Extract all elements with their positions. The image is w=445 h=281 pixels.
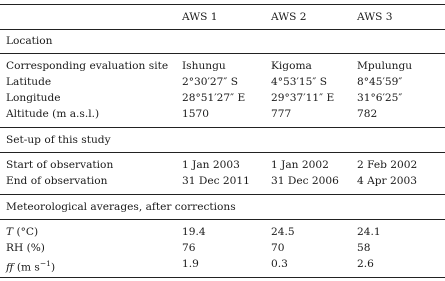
cell-aws1: 1.9: [182, 258, 199, 270]
cell-aws2: 70: [271, 242, 285, 254]
meteo-top-rule: [0, 194, 445, 195]
row-label: [6, 256, 55, 276]
cell-aws3: 4 Apr 2003: [357, 175, 417, 187]
cell-aws2: 24.5: [271, 226, 295, 238]
cell-aws3: Mpulungu: [357, 60, 413, 72]
table-row: [0, 256, 445, 272]
cell-aws2: 29°37′11″ E: [271, 92, 335, 104]
label-unit: (°C): [13, 226, 39, 238]
cell-aws2: Kigoma: [271, 60, 312, 72]
cell-aws3: 8°45′59″: [357, 76, 403, 88]
symbol-temperature: T: [6, 226, 14, 238]
cell-aws1: 28°51′27″ E: [182, 92, 246, 104]
cell-aws2: 0.3: [271, 258, 288, 270]
row-label: RH (%): [6, 242, 45, 254]
header-aws2: AWS 2: [271, 11, 307, 23]
header-aws1: AWS 1: [182, 11, 218, 23]
row-label: Start of observation: [6, 159, 114, 171]
section-setup-title: Set-up of this study: [6, 134, 111, 146]
cell-aws2: 31 Dec 2006: [271, 175, 339, 187]
label-unit: (m s: [13, 261, 40, 274]
cell-aws3: 2.6: [357, 258, 374, 270]
table-row: [0, 240, 445, 256]
table-row: [0, 58, 445, 74]
cell-aws3: 2 Feb 2002: [357, 159, 418, 171]
row-label: Corresponding evaluation site: [6, 60, 169, 72]
cell-aws3: 58: [357, 242, 371, 254]
top-rule: [0, 4, 445, 5]
row-label: End of observation: [6, 175, 108, 187]
table-row: [0, 90, 445, 106]
cell-aws2: 777: [271, 108, 292, 120]
location-rule: [0, 53, 445, 54]
table-row: [0, 74, 445, 90]
cell-aws2: 1 Jan 2002: [271, 159, 329, 171]
table-row: [0, 157, 445, 173]
label-close: ): [50, 261, 56, 274]
cell-aws2: 4°53′15″ S: [271, 76, 327, 88]
meteo-rule: [0, 219, 445, 220]
section-meteo-title: Meteorological averages, after corrections: [6, 201, 236, 213]
table-row: [0, 224, 445, 240]
cell-aws3: 782: [357, 108, 378, 120]
table-row: [0, 106, 445, 122]
table-row: [0, 173, 445, 189]
cell-aws1: 31 Dec 2011: [182, 175, 250, 187]
setup-top-rule: [0, 127, 445, 128]
cell-aws3: 31°6′25″: [357, 92, 403, 104]
cell-aws1: 2°30′27″ S: [182, 76, 238, 88]
cell-aws1: 76: [182, 242, 196, 254]
section-location-title: Location: [6, 35, 53, 47]
row-label: Latitude: [6, 76, 52, 88]
bottom-rule: [0, 277, 445, 278]
setup-rule: [0, 152, 445, 153]
cell-aws3: 24.1: [357, 226, 381, 238]
cell-aws1: 1570: [182, 108, 209, 120]
label-superscript: −1: [39, 259, 51, 268]
row-label: Longitude: [6, 92, 61, 104]
cell-aws1: Ishungu: [182, 60, 226, 72]
header-row: [0, 9, 445, 25]
row-label: Altitude (m a.s.l.): [6, 108, 100, 120]
cell-aws1: 19.4: [182, 226, 206, 238]
cell-aws1: 1 Jan 2003: [182, 159, 240, 171]
row-label: [6, 224, 38, 240]
header-aws3: AWS 3: [357, 11, 393, 23]
symbol-wind-speed: ff: [6, 261, 14, 274]
header-rule: [0, 29, 445, 30]
